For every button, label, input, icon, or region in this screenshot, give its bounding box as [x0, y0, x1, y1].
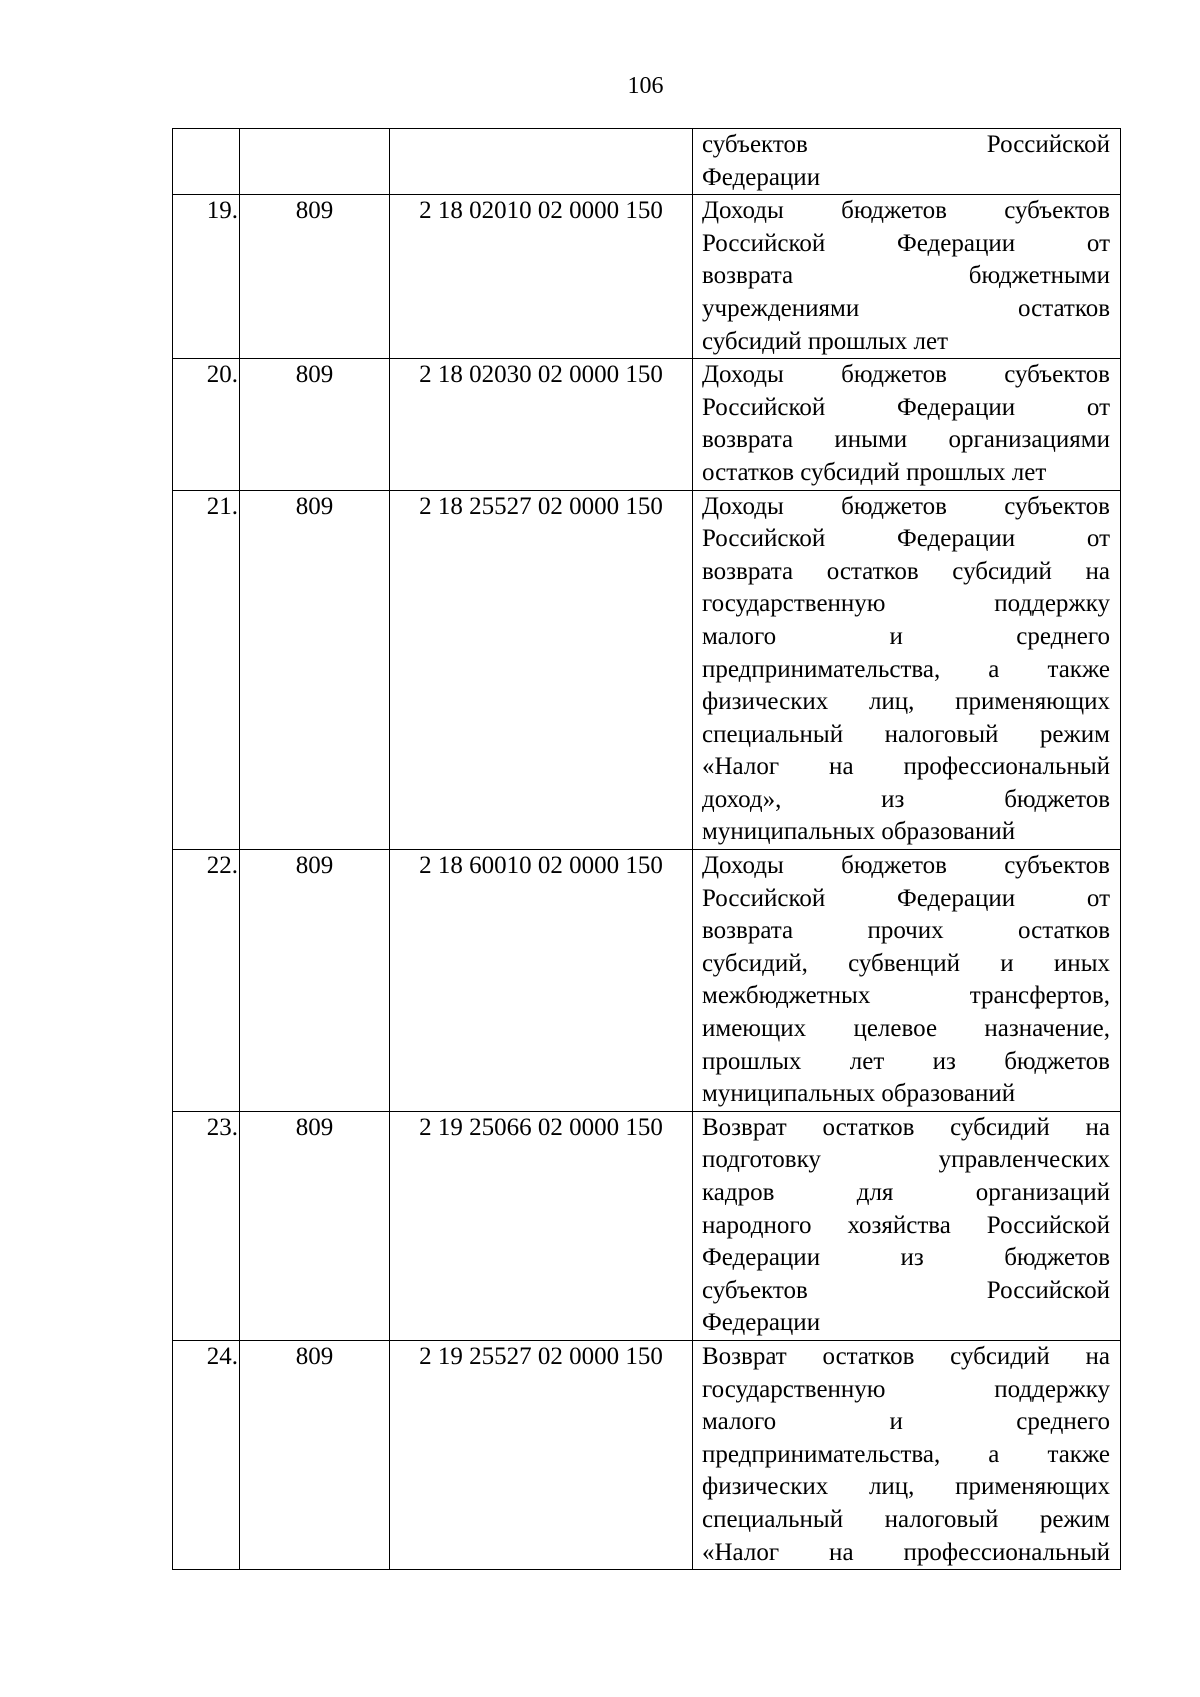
- income-description-cell: [693, 129, 1121, 195]
- page-number: 106: [627, 73, 664, 99]
- budget-codes-table: [172, 128, 1121, 1570]
- description-line: Доходы бюджетов субъектов: [702, 361, 1110, 389]
- description-line: физических лиц, применяющих: [702, 1473, 1110, 1501]
- table-row: [173, 1340, 1121, 1569]
- description-line: специальный налоговый режим: [702, 1505, 1110, 1533]
- description-line: Федерации: [702, 163, 821, 191]
- admin-code-cell: 809: [240, 1340, 390, 1569]
- description-line: имеющих целевое назначение,: [702, 1015, 1110, 1043]
- description-line: Возврат остатков субсидий на: [702, 1113, 1110, 1141]
- description-line: субсидий, субвенций и иных: [702, 949, 1110, 977]
- income-description-cell: [693, 490, 1121, 850]
- description-line: государственную поддержку: [702, 590, 1110, 618]
- row-number-cell: [173, 129, 240, 195]
- admin-code-cell: [240, 129, 390, 195]
- income-description-cell: [693, 1111, 1121, 1340]
- description-line: «Налог на профессиональный: [702, 1538, 1110, 1566]
- admin-code-cell: 809: [240, 195, 390, 359]
- budget-classification-code-cell: 2 18 02030 02 0000 150: [390, 359, 693, 490]
- description-line: Доходы бюджетов субъектов: [702, 197, 1110, 225]
- description-line: физических лиц, применяющих: [702, 688, 1110, 716]
- row-number-cell: 19.: [173, 195, 240, 359]
- income-description-cell: [693, 359, 1121, 490]
- description-line: народного хозяйства Российской: [702, 1211, 1110, 1239]
- description-line: Федерации из бюджетов: [702, 1244, 1110, 1272]
- description-line: учреждениями остатков: [702, 294, 1110, 322]
- admin-code-cell: 809: [240, 490, 390, 850]
- description-line: Российской Федерации от: [702, 884, 1110, 912]
- table-row: [173, 850, 1121, 1112]
- description-line: Доходы бюджетов субъектов: [702, 492, 1110, 520]
- description-line: предпринимательства, а также: [702, 1440, 1110, 1468]
- description-line: субъектов Российской: [702, 131, 1110, 158]
- income-description-cell: [693, 195, 1121, 359]
- row-number-cell: 20.: [173, 359, 240, 490]
- description-line: «Налог на профессиональный: [702, 753, 1110, 781]
- description-line: субсидий прошлых лет: [702, 327, 949, 355]
- description-line: возврата остатков субсидий на: [702, 557, 1110, 585]
- description-line: муниципальных образований: [702, 1080, 1016, 1108]
- admin-code-cell: 809: [240, 850, 390, 1112]
- description-line: кадров для организаций: [702, 1179, 1110, 1206]
- budget-classification-code-cell: 2 18 60010 02 0000 150: [390, 850, 693, 1112]
- admin-code-cell: 809: [240, 1111, 390, 1340]
- table-row: [173, 490, 1121, 850]
- budget-classification-code-cell: 2 19 25066 02 0000 150: [390, 1111, 693, 1340]
- description-line: субъектов Российской: [702, 1276, 1110, 1304]
- description-line: государственную поддержку: [702, 1375, 1110, 1403]
- description-line: Федерации: [702, 1309, 821, 1337]
- description-line: Доходы бюджетов субъектов: [702, 852, 1110, 880]
- budget-classification-code-cell: 2 18 02010 02 0000 150: [390, 195, 693, 359]
- description-line: Российской Федерации от: [702, 393, 1110, 421]
- description-line: малого и среднего: [702, 1408, 1110, 1436]
- budget-classification-code-cell: 2 18 25527 02 0000 150: [390, 490, 693, 850]
- description-line: возврата иными организациями: [702, 426, 1110, 454]
- row-number-cell: 22.: [173, 850, 240, 1112]
- budget-classification-code-cell: 2 19 25527 02 0000 150: [390, 1340, 693, 1569]
- table-row: [173, 1111, 1121, 1340]
- income-description-cell: [693, 850, 1121, 1112]
- description-line: межбюджетных трансфертов,: [702, 982, 1110, 1010]
- description-line: специальный налоговый режим: [702, 720, 1110, 748]
- description-line: подготовку управленческих: [702, 1146, 1110, 1174]
- table-row: [173, 359, 1121, 490]
- description-line: малого и среднего: [702, 622, 1110, 650]
- description-line: Российской Федерации от: [702, 525, 1110, 553]
- description-line: Российской Федерации от: [702, 229, 1110, 257]
- description-line: доход», из бюджетов: [702, 785, 1110, 813]
- admin-code-cell: 809: [240, 359, 390, 490]
- description-line: возврата прочих остатков: [702, 917, 1110, 945]
- description-line: остатков субсидий прошлых лет: [702, 458, 1047, 486]
- description-line: Возврат остатков субсидий на: [702, 1342, 1110, 1370]
- budget-classification-code-cell: [390, 129, 693, 195]
- row-number-cell: 21.: [173, 490, 240, 850]
- row-number-cell: 23.: [173, 1111, 240, 1340]
- description-line: предпринимательства, а также: [702, 655, 1110, 683]
- description-line: муниципальных образований: [702, 818, 1016, 846]
- income-description-cell: [693, 1340, 1121, 1569]
- description-line: прошлых лет из бюджетов: [702, 1047, 1110, 1075]
- table-body: [173, 129, 1121, 1570]
- table-row: [173, 129, 1121, 195]
- description-line: возврата бюджетными: [702, 262, 1110, 290]
- row-number-cell: 24.: [173, 1340, 240, 1569]
- table-row: [173, 195, 1121, 359]
